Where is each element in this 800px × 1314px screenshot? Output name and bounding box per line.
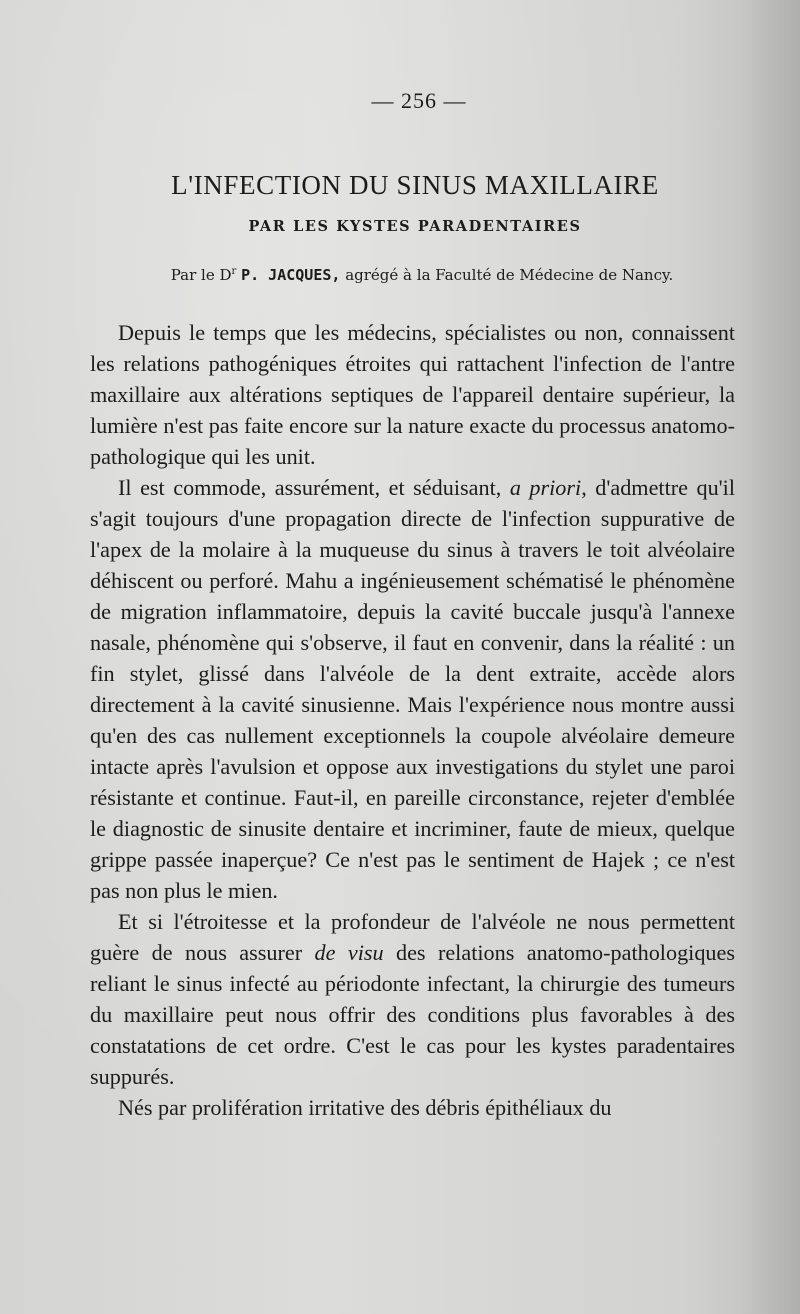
author-name: P. JACQUES, bbox=[241, 266, 341, 284]
byline-prefix: Par le D bbox=[170, 266, 232, 284]
paragraph-2-rest: , d'admettre qu'il s'agit toujours d'une propagation directe de l'infection suppurative de l'apex de la molaire à la muqueuse du sinus à travers le toit alvéolaire déhiscent ou perforé. Mahu a ingénieusement schématisé le phénomène de migration inflammatoire, depuis la cavité buccale jusqu'à l'annexe nasale, phénomène qui s'observe, il faut en convenir, dans la réalité : un fin stylet, glissé dans l'alvéole de la dent extraite, accède alors directement à la cavité sinusienne. Mais l'expérience nous montre aussi qu'en des cas nullement exceptionnels la coupole alvéolaire demeure intacte après l'avulsion et oppose aux investigations du stylet une paroi résistante et continue. Faut-il, en pareille circonstance, rejeter d'emblée le diagnostic de sinusite dentaire et incriminer, faute de mieux, quelque grippe passée inaperçue? Ce n'est pas le sentiment de Hajek ; ce n'est pas non plus le mien. bbox=[90, 475, 736, 903]
paragraph-4: Nés par prolifération irritative des débris épithéliaux du bbox=[118, 1095, 612, 1120]
author-affiliation: agrégé à la Faculté de Médecine de Nancy. bbox=[345, 266, 674, 284]
paragraph-3-rest: des relations anatomo-pathologiques reliant le sinus infecté au périodonte infectant, la chirurgie des tumeurs du maxillaire peut nous offrir des conditions plus favorables à des constatations de cet ordre. C'est le cas pour les kystes paradentaires suppurés. bbox=[90, 940, 735, 1089]
paragraph-2-italic: a priori bbox=[509, 475, 582, 500]
author-byline bbox=[117, 266, 727, 284]
article-title: L'INFECTION DU SINUS MAXILLAIRE bbox=[171, 170, 659, 200]
byline-title-superscript: r bbox=[231, 266, 237, 277]
paragraph-3-start: Et si l'étroitesse et la profondeur de l'alvéole ne nous permettent guère de nous assurer bbox=[90, 909, 735, 965]
paragraph-2 bbox=[90, 472, 735, 906]
article-subtitle: PAR LES KYSTES PARADENTAIRES bbox=[248, 218, 582, 235]
paragraph-2-start: Il est commode, assurément, et séduisant, bbox=[118, 475, 510, 500]
article-body bbox=[90, 317, 735, 1123]
paragraph-3 bbox=[90, 906, 735, 1092]
page-number: — 256 — bbox=[371, 88, 467, 113]
paragraph-1: Depuis le temps que les médecins, spécialistes ou non, connaissent les relations pathogéniques étroites qui rattachent l'infection de l'antre maxillaire aux altérations septiques de l'appareil dentaire supérieur, la lumière n'est pas faite encore sur la nature exacte du processus anatomo-pathologique qui les unit. bbox=[90, 320, 735, 469]
paragraph-3-italic: de visu bbox=[314, 940, 384, 965]
